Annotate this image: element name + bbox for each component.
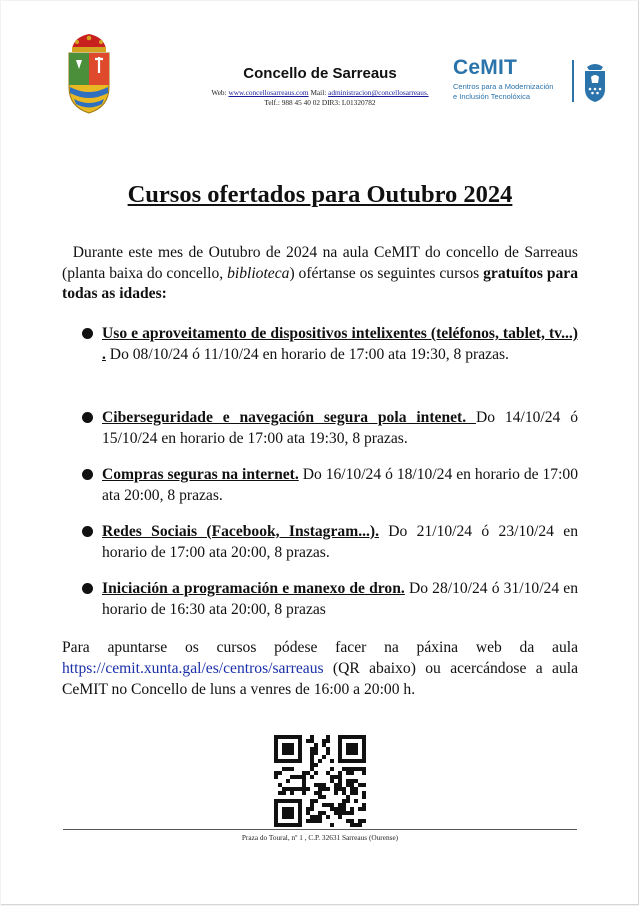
course-item-4 — [102, 521, 578, 563]
xunta-galicia-emblem-icon — [579, 59, 611, 103]
course-details: Do 16/10/24 ó 18/10/24 en horario de 17:00 ata 20:00, 8 prazas. — [102, 466, 578, 504]
intro-text-1: Durante este mes de Outubro de 2024 na aula CeMIT do concello de Sarreaus (planta baixa do concello, — [62, 244, 579, 282]
cemit-centre-link[interactable]: https://cemit.xunta.gal/es/centros/sarreaus — [62, 660, 324, 677]
course-name: Ciberseguridade e navegación segura pola intenet. — [102, 409, 476, 426]
footer-address: Praza do Toural, nº 1 , C.P. 32631 Sarreaus (Ourense) — [241, 833, 399, 842]
web-label: Web: — [211, 88, 227, 97]
cemit-subtitle-1: Centros para a Modernización — [453, 82, 554, 91]
intro-paragraph — [62, 243, 578, 305]
council-phone-line: Telf.: 988 45 40 02 DIR3: L01320782 — [264, 98, 376, 107]
registration-paragraph — [62, 637, 578, 700]
course-item-5 — [102, 578, 578, 620]
course-name: Iniciación a programación e manexo de dron. — [102, 580, 405, 597]
course-name: Redes Sociais (Facebook, Instagram...). — [102, 523, 379, 540]
outro-text-1: Para apuntarse os cursos pódese facer na páxina web da aula — [62, 639, 578, 656]
bullet-icon — [82, 328, 93, 339]
council-contact-line — [161, 88, 479, 97]
intro-bold: gratuítos para todas as idades: — [62, 264, 579, 302]
course-details: Do 08/10/24 ó 11/10/24 en horario de 17:00 ata 19:30, 8 prazas. — [105, 346, 509, 363]
course-item-2 — [102, 407, 578, 449]
bullet-icon — [82, 526, 93, 537]
municipal-coat-of-arms-icon — [64, 27, 114, 115]
cemit-logo — [453, 57, 553, 101]
bullet-icon — [82, 583, 93, 594]
course-details: Do 14/10/24 ó 15/10/24 en horario de 17:00 ata 19:30, 8 prazas. — [102, 409, 579, 447]
course-name: Uso e aproveitamento de dispositivos intelixentes (teléfonos, tablet, tv...) . — [102, 325, 578, 363]
bullet-icon — [82, 412, 93, 423]
cemit-subtitle-2: e Inclusión Tecnolóxica — [453, 91, 530, 101]
course-details: Do 21/10/24 ó 23/10/24 en horario de 17:00 ata 20:00, 8 prazas. — [102, 523, 578, 561]
bullet-icon — [82, 469, 93, 480]
logo-divider — [572, 60, 574, 102]
council-name: Concello de Sarreaus — [243, 65, 397, 82]
intro-emphasis: biblioteca — [227, 264, 290, 282]
council-website-link[interactable]: www.concellosarreaus.com — [228, 88, 309, 97]
council-email-link[interactable]: administracion@concellosarreaus. — [328, 88, 429, 97]
course-item-1 — [102, 323, 578, 365]
course-name: Compras seguras na internet. — [102, 466, 299, 483]
footer-divider — [63, 829, 577, 830]
course-details: Do 28/10/24 ó 31/10/24 en horario de 16:30 ata 20:00, 8 prazas — [102, 580, 578, 618]
course-item-3 — [102, 464, 578, 506]
intro-text-2: ) ofértanse os seguintes cursos — [289, 264, 484, 282]
qr-code-icon — [274, 735, 366, 827]
document-page — [1, 1, 639, 905]
outro-text-2: (QR abaixo) ou acercándose a aula CeMIT no Concello de luns a venres de 16:00 a 20:00 h. — [62, 660, 578, 698]
cemit-name: CeMIT — [453, 56, 517, 79]
mail-label: Mail: — [310, 88, 327, 97]
document-title: Cursos ofertados para Outubro 2024 — [127, 181, 513, 208]
